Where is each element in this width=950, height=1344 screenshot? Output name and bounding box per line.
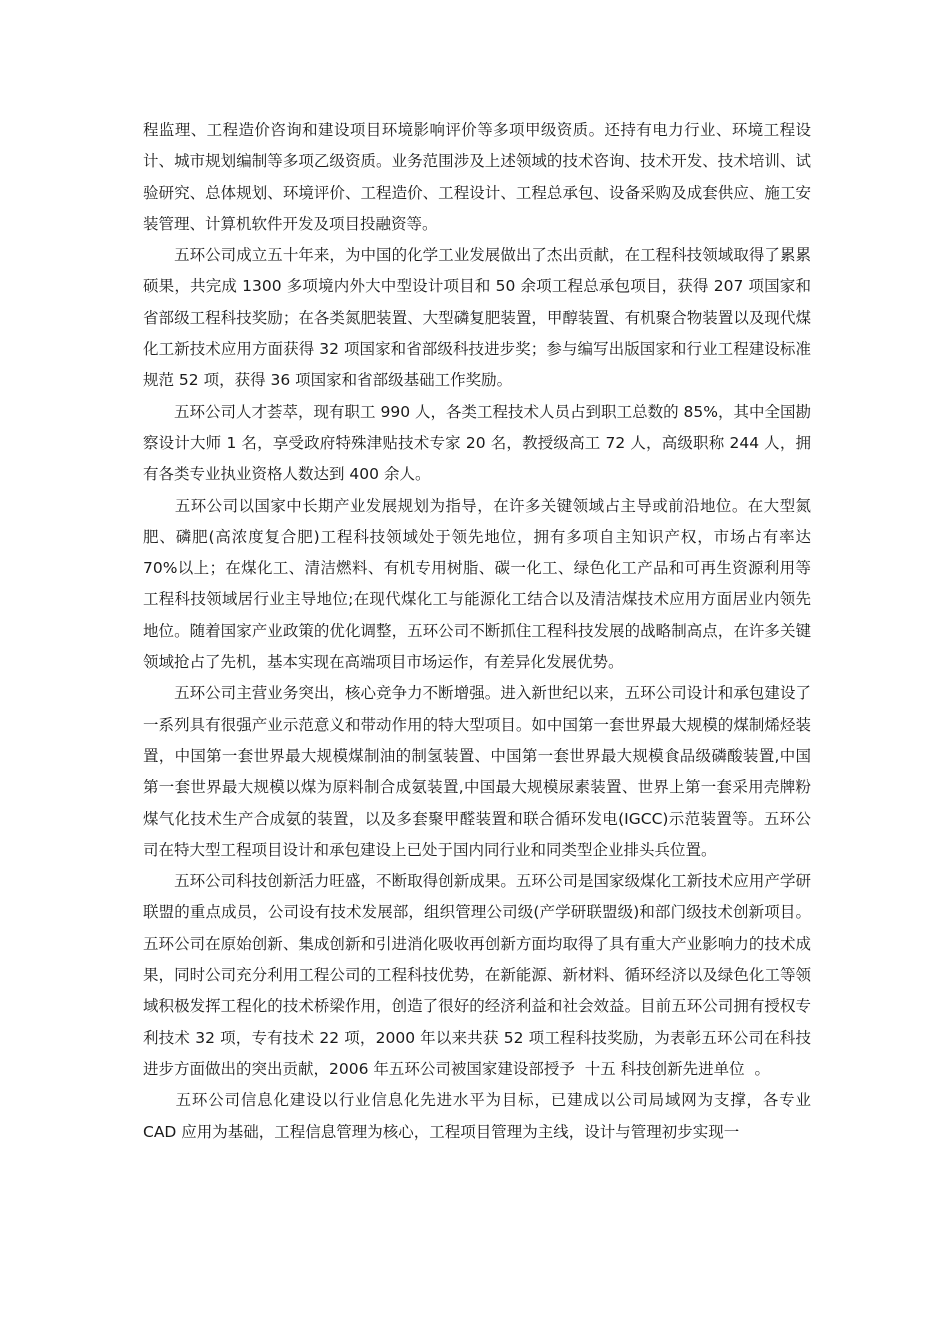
- paragraph-industry-position: 五环公司以国家中长期产业发展规划为指导，在许多关键领域占主导或前沿地位。在大型氮肥、磷肥(高浓度复合肥)工程科技领域处于领先地位，拥有多项自主知识产权，市场占有率达 70%以上；在煤化工、清洁燃料、有机专用树脂、碳一化工、绿色化工产品和可再生资源利用等工程科技领域居行业主导地位;在现代煤化工与能源化工结合以及清洁煤技术应用方面居业内领先地位。随着国家产业政策的优化调整，五环公司不断抓住工程科技发展的战略制高点，在许多关键领域抢占了先机，基本实现在高端项目市场运作，有差异化发展优势。: [143, 496, 816, 672]
- paragraph-qualifications: 程监理、工程造价咨询和建设项目环境影响评价等多项甲级资质。还持有电力行业、环境工程设计、城市规划编制等多项乙级资质。业务范围涉及上述领域的技术咨询、技术开发、技术培训、试验研究、总体规划、环境评价、工程造价、工程设计、工程总承包、设备采购及成套供应、施工安装管理、计算机软件开发及项目投融资等。: [143, 121, 811, 233]
- paragraph-core-business: 五环公司主营业务突出，核心竞争力不断增强。进入新世纪以来，五环公司设计和承包建设了一系列具有很强产业示范意义和带动作用的特大型项目。如中国第一套世界最大规模的煤制烯烃装置，中国第一套世界最大规模煤制油的制氢装置、中国第一套世界最大规模食品级磷酸装置,中国第一套世界最大规模以煤为原料制合成氨装置,中国最大规模尿素装置、世界上第一套采用壳牌粉煤气化技术生产合成氨的装置，以及多套聚甲醛装置和联合循环发电(IGCC)示范装置等。五环公司在特大型工程项目设计和承包建设上已处于国内同行业和同类型企业排头兵位置。: [143, 684, 811, 859]
- document-body: [143, 115, 816, 1148]
- paragraph-innovation: 五环公司科技创新活力旺盛，不断取得创新成果。五环公司是国家级煤化工新技术应用产学研联盟的重点成员，公司设有技术发展部，组织管理公司级(产学研联盟级)和部门级技术创新项目。五环公司在原始创新、集成创新和引进消化吸收再创新方面均取得了具有重大产业影响力的技术成果，同时公司充分利用工程公司的工程科技优势，在新能源、新材料、循环经济以及绿色化工等领域积极发挥工程化的技术桥梁作用，创造了很好的经济利益和社会效益。目前五环公司拥有授权专利技术 32 项，专有技术 22 项，2000 年以来共获 52 项工程科技奖励，为表彰五环公司在科技进步方面做出的突出贡献，2006 年五环公司被国家建设部授予 十五 科技创新先进单位 。: [143, 872, 811, 1078]
- paragraph-informatization: 五环公司信息化建设以行业信息化先进水平为目标，已建成以公司局域网为支撑，各专业 CAD 应用为基础，工程信息管理为核心，工程项目管理为主线，设计与管理初步实现一: [143, 1091, 816, 1141]
- paragraph-talent: 五环公司人才荟萃，现有职工 990 人，各类工程技术人员占到职工总数的 85%，其中全国勘察设计大师 1 名，享受政府特殊津贴技术专家 20 名，教授级高工 72 人，高级职称 244 人，拥有各类专业执业资格人数达到 400 余人。: [143, 402, 811, 484]
- paragraph-achievements: 五环公司成立五十年来，为中国的化学工业发展做出了杰出贡献，在工程科技领域取得了累累硕果，共完成 1300 多项境内外大中型设计项目和 50 余项工程总承包项目，获得 207 项国家和省部级工程科技奖励；在各类氮肥装置、大型磷复肥装置，甲醇装置、有机聚合物装置以及现代煤化工新技术应用方面获得 32 项国家和省部级科技进步奖；参与编写出版国家和行业工程建设标准规范 52 项，获得 36 项国家和省部级基础工作奖励。: [143, 246, 811, 390]
